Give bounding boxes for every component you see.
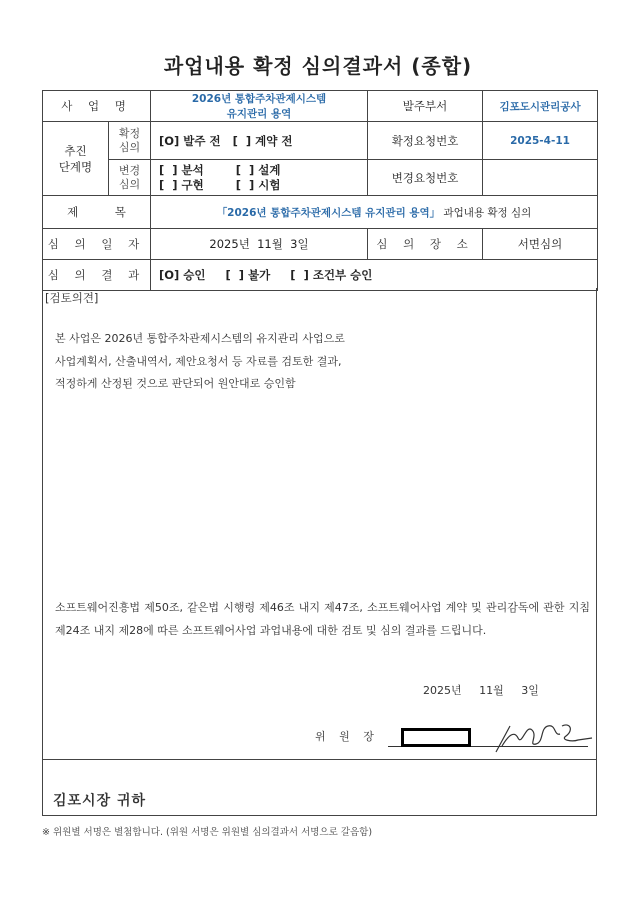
ordering-dept: 김포도시관리공사 [483, 91, 598, 122]
opinion-body [55, 328, 345, 396]
row-review-result [43, 260, 598, 291]
project-name-line1: 2026년 통합주차관제시스템 [191, 93, 327, 105]
change-label [109, 160, 151, 196]
stage-label-line1: 추진 [64, 143, 87, 158]
opinion-heading: [검토의견] [45, 291, 99, 305]
opinion-line: 적정하게 산정된 것으로 판단되어 원안대로 승인함 [55, 377, 296, 390]
project-label: 사 업 명 [43, 91, 151, 122]
row-subject [43, 196, 598, 229]
change-options [151, 160, 368, 196]
chair-label: 위 원 장 [315, 730, 379, 743]
project-name-line2: 유지관리 용역 [226, 108, 292, 120]
subject [151, 196, 598, 229]
confirm-label-line1: 확정 [118, 126, 141, 140]
confirm-label [109, 122, 151, 160]
review-place: 서면심의 [483, 229, 598, 260]
change-request-no [483, 160, 598, 196]
project-name [151, 91, 368, 122]
review-date-label: 심 의 일 자 [43, 229, 151, 260]
review-form-table [42, 90, 598, 291]
footnote: ※ 위원별 서명은 별첨합니다. (위원 서명은 위원별 심의결과서 서명으로 갈음함) [42, 827, 373, 838]
review-result-label: 심 의 결 과 [43, 260, 151, 291]
change-request-label: 변경요청번호 [368, 160, 483, 196]
review-result: [O] 승인 [ ] 불가 [ ] 조건부 승인 [151, 260, 598, 291]
row-review-date [43, 229, 598, 260]
change-options-line2: [ ] 구현 [ ] 시험 [159, 177, 281, 192]
ordering-dept-label: 발주부서 [368, 91, 483, 122]
stage-label-line2: 단계명 [58, 159, 93, 174]
subject-highlight: 「2026년 통합주차관제시스템 유지관리 용역」 [216, 206, 441, 219]
review-place-label: 심 의 장 소 [368, 229, 483, 260]
document-title: 과업내용 확정 심의결과서 (종합) [163, 54, 473, 78]
subject-rest: 과업내용 확정 심의 [440, 206, 532, 219]
confirm-request-no: 2025-4-11 [483, 122, 598, 160]
row-change [43, 160, 598, 196]
row-project [43, 91, 598, 122]
subject-label: 제 목 [43, 196, 151, 229]
recipient: 김포시장 귀하 [53, 793, 147, 809]
stage-label [43, 122, 109, 196]
opinion-box [42, 288, 597, 816]
law-basis-text: 소프트웨어진흥법 제50조, 같은법 시행령 제46조 내지 제47조, 소프트웨어사업 계약 및 관리감독에 관한 지침 제24조 내지 제28에 따른 소프트웨어사업 과업내용에 대한 검토 및 심의 결과를 드립니다. [55, 601, 590, 637]
opinion-line: 본 사업은 2026년 통합주차관제시스템의 유지관리 사업으로 [55, 332, 345, 345]
divider [43, 759, 596, 760]
redacted-name-box [401, 728, 471, 747]
change-options-line1: [ ] 분석 [ ] 설계 [159, 162, 281, 177]
opinion-line: 사업계획서, 산출내역서, 제안요청서 등 자료를 검토한 결과, [55, 354, 342, 368]
signature-icon [488, 716, 593, 758]
confirm-label-line2: 심의 [118, 140, 141, 154]
review-date: 2025년 11월 3일 [151, 229, 368, 260]
change-label-line2: 심의 [118, 177, 141, 191]
change-label-line1: 변경 [118, 163, 141, 177]
row-confirm [43, 122, 598, 160]
confirm-options: [O] 발주 전 [ ] 계약 전 [151, 122, 368, 160]
issue-date: 2025년 11월 3일 [423, 684, 539, 697]
confirm-request-label: 확정요청번호 [368, 122, 483, 160]
